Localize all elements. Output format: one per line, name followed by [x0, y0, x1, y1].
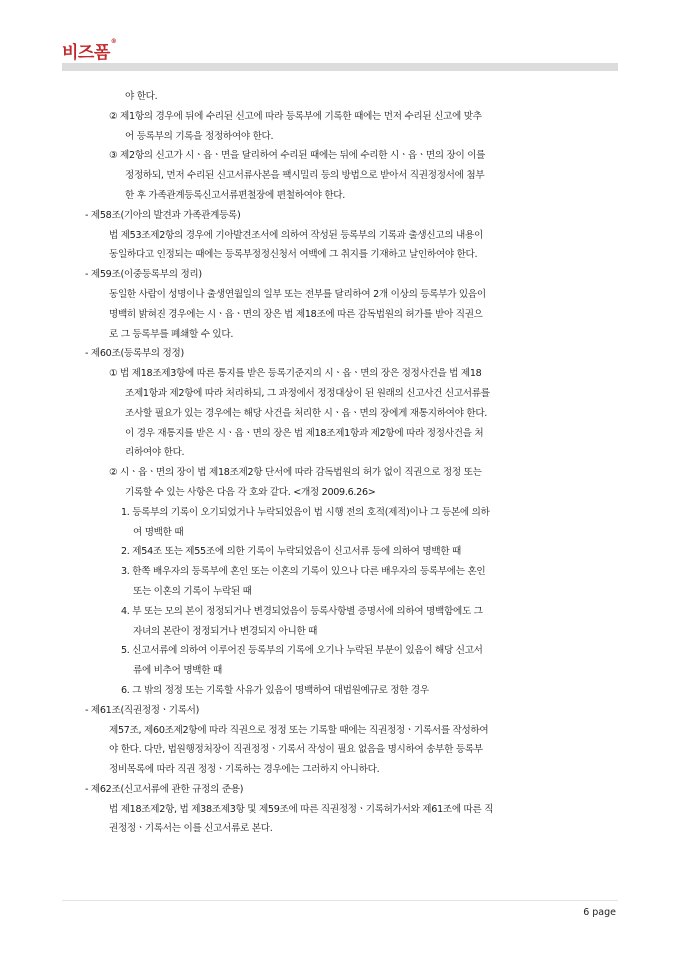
list-item: 5. 신고서류에 의하여 이루어진 등록부의 기록에 오기나 누락된 부분이 있음이 해당 신고서: [121, 645, 483, 657]
text-line: ① 법 제18조제3항에 따른 통지를 받은 등록기준지의 시ㆍ읍ㆍ면의 장은 정정사건을 법 제18: [109, 368, 482, 380]
document-body: [62, 87, 622, 839]
text-line: 권정정ㆍ기록서는 이를 신고서류로 본다.: [109, 823, 273, 835]
list-item: 4. 부 또는 모의 본이 정정되거나 변경되었음이 등록사항별 증명서에 의하여 명백함에도 그: [121, 605, 483, 617]
text-line: 야 한다.: [125, 91, 158, 102]
text-line: 명백히 밝혀진 경우에는 시ㆍ읍ㆍ면의 장은 법 제18조에 따른 감독법원의 허가를 받아 직권으: [109, 308, 483, 320]
article-heading: - 제61조(직권정정ㆍ기록서): [85, 704, 200, 716]
text-line: 법 제18조제2항, 법 제38조제3항 및 제59조에 따른 직권정정ㆍ기록허가서와 제61조에 따른 직: [109, 803, 494, 815]
article-heading: - 제60조(등록부의 정정): [85, 348, 184, 360]
page-number: 6 page: [583, 907, 616, 918]
text-line: 조사할 필요가 있는 경우에는 해당 사건을 처리한 시ㆍ읍ㆍ면의 장에게 재통지하여야 한다.: [125, 407, 488, 419]
footer-rule: [62, 900, 618, 901]
text-line: 정비목록에 따라 직권 정정ㆍ기록하는 경우에는 그러하지 아니하다.: [109, 764, 380, 776]
text-line: ② 시ㆍ읍ㆍ면의 장이 법 제18조제2항 단서에 따라 감독법원의 허가 없이 직권으로 정정 또는: [109, 467, 482, 479]
text-line: 정정하되, 먼저 수리된 신고서류사본을 팩시밀리 등의 방법으로 받아서 직권정정서에 첨부: [125, 170, 485, 182]
article-heading: - 제62조(신고서류에 관한 규정의 준용): [85, 783, 244, 795]
text-line: 리하여야 한다.: [125, 447, 185, 459]
text-line: 야 한다. 다만, 법원행정처장이 직권정정ㆍ기록서 작성이 필요 없음을 명시하여 송부한 등록부: [109, 744, 483, 756]
text-line: 기록할 수 있는 사항은 다음 각 호와 같다. <개정 2009.6.26>: [125, 486, 376, 498]
registered-mark: ®: [110, 38, 117, 45]
text-line: 이 경우 재통지를 받은 시ㆍ읍ㆍ면의 장은 법 제18조제1항과 제2항에 따라 정정사건을 처: [125, 427, 484, 439]
text-line: 법 제53조제2항의 경우에 기아발견조서에 의하여 작성된 등록부의 기록과 출생신고의 내용이: [109, 229, 483, 241]
article-heading: - 제58조(기아의 발견과 가족관계등록): [85, 209, 241, 221]
list-item: 3. 한쪽 배우자의 등록부에 혼인 또는 이혼의 기록이 있으나 다른 배우자의 등록부에는 혼인: [121, 566, 486, 578]
text-line: 동일하다고 인정되는 때에는 등록부정정신청서 여백에 그 취지를 기재하고 날인하여야 한다.: [109, 249, 478, 261]
text-line: 로 그 등록부를 폐쇄할 수 있다.: [109, 328, 234, 340]
text-line: ③ 제2항의 신고가 시ㆍ읍ㆍ면을 달리하여 수리된 때에는 뒤에 수리한 시ㆍ읍ㆍ면의 장이 이를: [109, 150, 486, 162]
list-item: 6. 그 밖의 정정 또는 기록할 사유가 있음이 명백하여 대법원예규로 정한 경우: [121, 684, 429, 696]
text-line: 제57조, 제60조제2항에 따라 직권으로 정정 또는 기록할 때에는 직권정정ㆍ기록서를 작성하여: [109, 724, 489, 736]
list-item-continued: 자녀의 본란이 정정되거나 변경되지 아니한 때: [133, 625, 318, 637]
list-item-continued: 류에 비추어 명백한 때: [133, 665, 222, 677]
bizform-logo: [62, 38, 116, 63]
text-line: 동일한 사람이 성명이나 출생연월일의 일부 또는 전부를 달리하여 2개 이상의 등록부가 있음이: [109, 288, 486, 300]
text-line: ② 제1항의 경우에 뒤에 수리된 신고에 따라 등록부에 기록한 때에는 먼저 수리된 신고에 맞추: [109, 110, 482, 122]
text-line: 어 등록부의 기록을 정정하여야 한다.: [125, 130, 274, 142]
text-line: 한 후 가족관계등록신고서류편철장에 편철하여야 한다.: [125, 189, 346, 201]
list-item-continued: 또는 이혼의 기록이 누락된 때: [133, 585, 252, 597]
article-heading: - 제59조(이중등록부의 정리): [85, 269, 202, 281]
header-bar: [62, 63, 618, 71]
text-line: 조제1항과 제2항에 따라 처리하되, 그 과정에서 정정대상이 된 원래의 신고사건 신고서류를: [125, 387, 490, 399]
logo-text: 비즈폼: [62, 43, 110, 63]
list-item-continued: 여 명백한 때: [133, 526, 184, 538]
list-item: 1. 등록부의 기록이 오기되었거나 누락되었음이 법 시행 전의 호적(제적)이나 그 등본에 의하: [121, 506, 490, 518]
list-item: 2. 제54조 또는 제55조에 의한 기록이 누락되었음이 신고서류 등에 의하여 명백한 때: [121, 546, 462, 558]
